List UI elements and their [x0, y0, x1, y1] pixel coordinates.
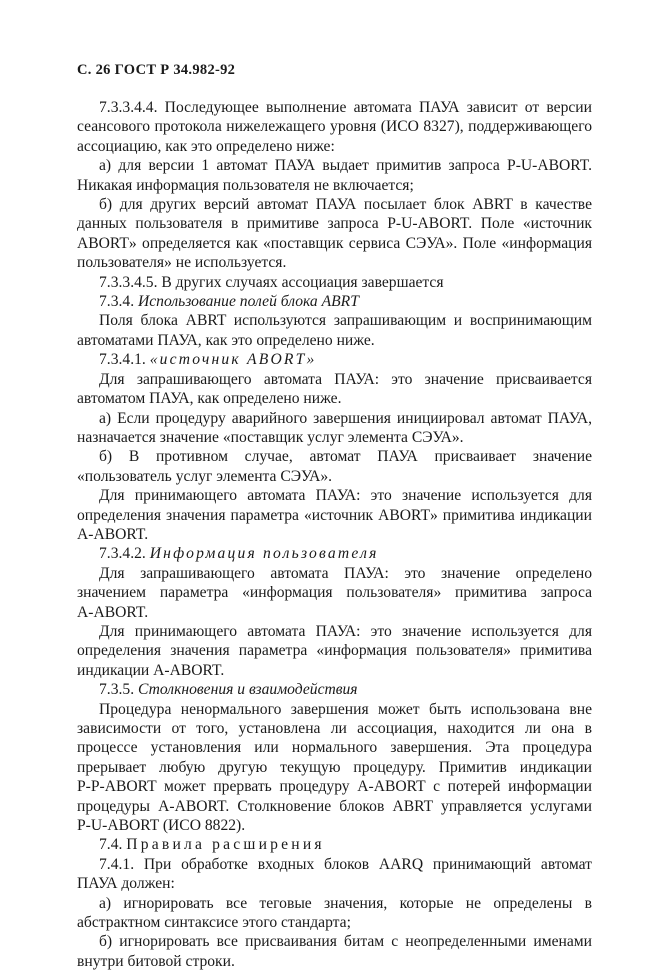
document-body [77, 98, 592, 971]
section-heading [77, 350, 592, 369]
paragraph: а) игнорировать все теговые значения, которые не определены в абстрактном синтаксисе этого стандарта; [77, 894, 592, 932]
paragraph: б) для других версий автомат ПАУА посылает блок ABRT в качестве данных пользователя в примитиве запроса P‑U‑ABORT. Поле «источник ABORT» определяется как «поставщик сервиса СЭУА». Поле «информация пользователя» не используется. [77, 196, 592, 272]
section-heading [77, 835, 592, 854]
paragraph: 7.3.3.4.4. Последующее выполнение автомата ПАУА зависит от версии сеансового протокола нижележащего уровня (ИСО 8327), поддерживающего ассоциацию, как это определено ниже: [77, 99, 592, 155]
paragraph: Для запрашивающего автомата ПАУА: это значение присваивается автоматом ПАУА, как определено ниже. [77, 370, 592, 408]
section-title: Правила расширения [126, 836, 325, 854]
paragraph: Процедура ненормального завершения может быть использована вне зависимости от того, установлена ли ассоциация, находится ли она в процессе установления или нормального завершения. Эта процедура прерывает любую другую текущую процедуру. Примитив индикации P‑P‑ABORT может прервать процедуру A‑ABORT с потерей информации процедуры A‑ABORT. Столкновение блоков ABRT управляется услугами P‑U‑ABORT (ИСО 8822). [77, 700, 592, 835]
paragraph: 7.3.3.4.5. В других случаях ассоциация завершается [99, 273, 444, 291]
paragraph: б) игнорировать все присваивания битам с неопределенными именами внутри битовой строки. [77, 933, 592, 970]
paragraph: Поля блока ABRT используются запрашивающим и воспринимающим автоматами ПАУА, как это определено ниже. [77, 312, 592, 349]
section-title: «источник ABORT» [149, 351, 317, 369]
paragraph: а) Если процедуру аварийного завершения инициировал автомат ПАУА, назначается значение «поставщик услуг элемента СЭУА». [77, 409, 592, 446]
section-heading [77, 292, 592, 311]
section-number: 7.3.4.1. [99, 351, 146, 369]
paragraph: 7.4.1. При обработке входных блоков AARQ принимающий автомат ПАУА должен: [77, 855, 592, 893]
section-heading [77, 680, 592, 699]
section-heading [77, 544, 592, 563]
paragraph: б) В противном случае, автомат ПАУА присваивает значение «пользователь услуг элемента СЭУА». [77, 448, 592, 485]
section-title: Использование полей блока ABRT [138, 293, 359, 311]
section-number: 7.3.5. [99, 681, 135, 699]
paragraph: а) для версии 1 автомат ПАУА выдает примитив запроса P‑U‑ABORT. Никакая информация пользователя не включается; [77, 157, 592, 194]
paragraph: Для принимающего автомата ПАУА: это значение используется для определения значения параметра «информация пользователя» примитива индикации A‑ABORT. [77, 622, 592, 679]
paragraph: Для принимающего автомата ПАУА: это значение используется для определения значения параметра «источник ABORT» примитива индикации A‑ABORT. [77, 487, 592, 543]
section-number: 7.3.4.2. [99, 545, 146, 563]
section-number: 7.3.4. [99, 293, 135, 311]
section-number: 7.4. [99, 836, 123, 854]
paragraph: Для запрашивающего автомата ПАУА: это значение определено значением параметра «информация пользователя» примитива запроса A‑ABORT. [77, 564, 592, 621]
page-header: С. 26 ГОСТ Р 34.982‑92 [77, 62, 236, 78]
section-title: Информация пользователя [149, 545, 379, 563]
section-title: Столкновения и взаимодействия [138, 681, 358, 699]
